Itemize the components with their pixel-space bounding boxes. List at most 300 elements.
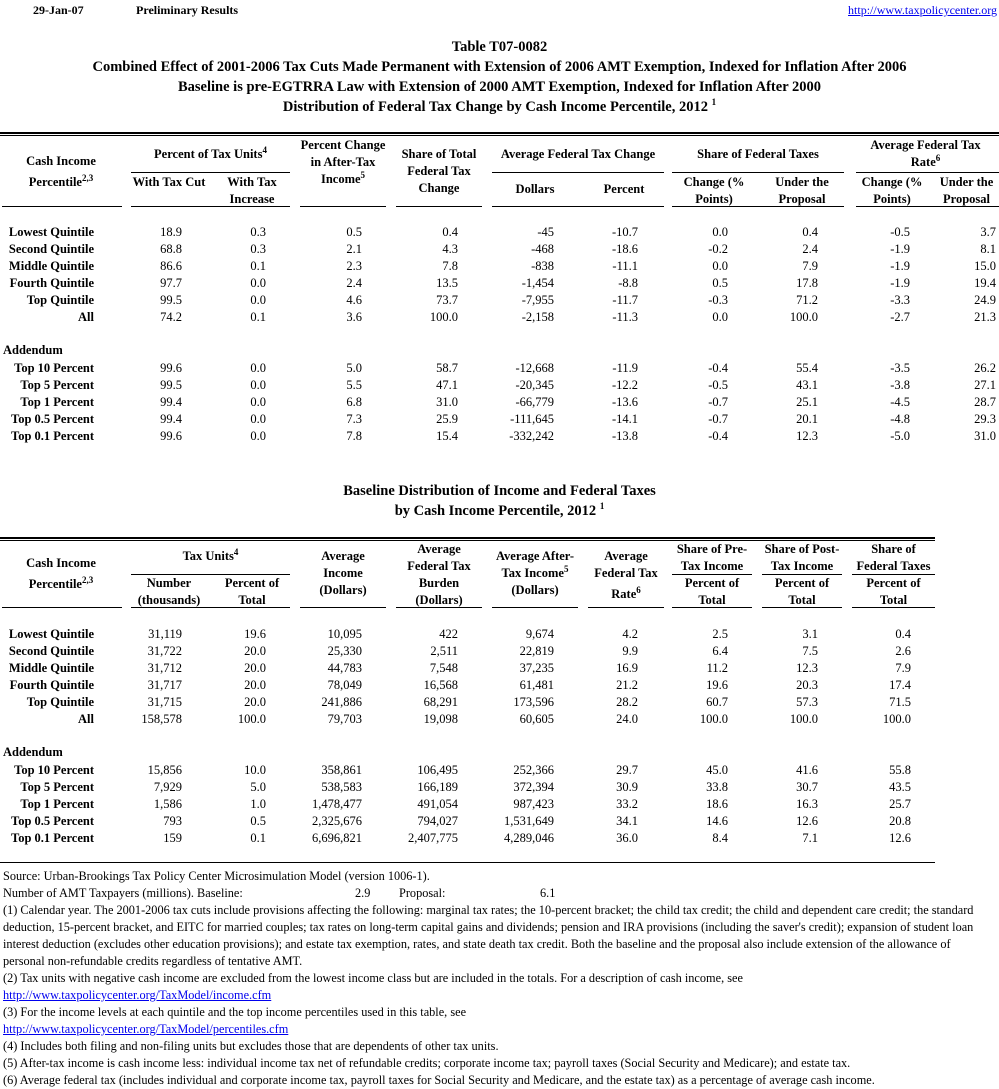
table-cell: 100.0 (699, 712, 728, 726)
table-row (0, 626, 999, 643)
table-cell: 19.6 (244, 627, 266, 641)
table-row (0, 830, 999, 847)
table-cell: 16.3 (796, 797, 818, 811)
table-cell: 31,119 (148, 627, 182, 641)
note-3: (3) For the income levels at each quintile and the top income percentiles used in this table, see (3, 1005, 467, 1019)
table-cell: -0.2 (708, 242, 728, 256)
table-row (0, 711, 999, 728)
table-cell: 3.7 (980, 225, 996, 239)
table-cell: 21.2 (616, 678, 638, 692)
table-cell: 358,861 (321, 763, 362, 777)
report-status: Preliminary Results (136, 3, 239, 17)
table-cell: 97.7 (160, 276, 182, 290)
table-cell: -0.7 (708, 412, 728, 426)
table-cell: -45 (537, 225, 554, 239)
table-cell: 45.0 (706, 763, 728, 777)
table-row (0, 813, 999, 830)
t2-header-avg-income: Average Income (Dollars) (319, 549, 367, 597)
table-cell: -10.7 (611, 225, 638, 239)
table-cell: 0.3 (250, 225, 266, 239)
row-label: Lowest Quintile (8, 627, 94, 641)
t2-header-avg-after-tax: Average After- Tax Income$^5$ (Dollars) (495, 549, 575, 597)
table-row (0, 779, 999, 796)
table-cell: 25.7 (889, 797, 911, 811)
table-cell: -332,242 (509, 429, 554, 443)
table-cell: -11.1 (612, 259, 638, 273)
table-cell: 31,717 (147, 678, 182, 692)
table-row (0, 275, 999, 292)
table-cell: 0.1 (250, 310, 266, 324)
table-title-block (0, 37, 999, 117)
table-cell: 100.0 (789, 310, 818, 324)
table-cell: 20.0 (244, 661, 266, 675)
row-label: Top 0.5 Percent (11, 412, 94, 426)
table-cell: 31,712 (147, 661, 182, 675)
table-cell: 100.0 (429, 310, 458, 324)
table-row (0, 360, 999, 377)
table-cell: 173,596 (513, 695, 554, 709)
table-cell: -11.9 (612, 361, 638, 375)
table-cell: -12,668 (515, 361, 554, 375)
table-cell: 241,886 (321, 695, 362, 709)
table-cell: 25.1 (796, 395, 818, 409)
footer-notes (3, 868, 993, 1089)
amt-taxpayers: Number of AMT Taxpayers (millions). Baseline: 2.9 Proposal: 6.1 (3, 886, 556, 900)
addendum-label: Addendum (3, 343, 63, 357)
table-cell: 78,049 (327, 678, 362, 692)
table-cell: 20.1 (796, 412, 818, 426)
table-cell: 16.9 (616, 661, 638, 675)
table-row (0, 377, 999, 394)
table-cell: 19,098 (423, 712, 458, 726)
table-cell: -0.4 (708, 361, 728, 375)
table-row (0, 241, 999, 258)
table-row (0, 258, 999, 275)
table-cell: 106,495 (417, 763, 458, 777)
table-cell: 7,548 (429, 661, 458, 675)
table-cell: -0.5 (890, 225, 910, 239)
table-cell: 33.8 (706, 780, 728, 794)
table-cell: 0.0 (250, 412, 266, 426)
table-cell: 538,583 (321, 780, 362, 794)
table-cell: 68.8 (160, 242, 182, 256)
header-rate-change-pct-points: Change (% Points) (861, 175, 923, 206)
row-label: Top 5 Percent (20, 378, 94, 392)
table-cell: -468 (531, 242, 554, 256)
table-cell: 55.4 (796, 361, 818, 375)
table-cell: 794,027 (417, 814, 458, 828)
table-row (0, 643, 999, 660)
table-cell: 5.0 (250, 780, 266, 794)
footer-rule (0, 862, 935, 863)
header-avg-fed-tax-change: Average Federal Tax Change (500, 147, 656, 161)
header-dollars: Dollars (515, 182, 555, 196)
baseline-title: Baseline Distribution of Income and Federal Taxes (343, 483, 656, 499)
note-4: (4) Includes both filing and non-filing units but excludes those that are dependents of other tax units. (3, 1039, 499, 1053)
table-row (0, 428, 999, 445)
table-cell: -2,158 (521, 310, 554, 324)
table-cell: 16,568 (423, 678, 458, 692)
table-cell: 0.4 (895, 627, 911, 641)
table-cell: 25,330 (327, 644, 362, 658)
table-cell: 252,366 (513, 763, 554, 777)
header-share-change-pct-points: Change (% Points) (683, 175, 745, 206)
table-cell: 61,481 (519, 678, 554, 692)
table-cell: -3.8 (890, 378, 910, 392)
table-cell: 99.5 (160, 378, 182, 392)
table-cell: 9,674 (525, 627, 554, 641)
table-cell: 58.7 (436, 361, 458, 375)
table-cell: 26.2 (974, 361, 996, 375)
table-title: Combined Effect of 2001-2006 Tax Cuts Made Permanent with Extension of 2006 AMT Exemption, Indexed for Inflation After 2006 (92, 59, 907, 75)
table-cell: 7.5 (802, 644, 818, 658)
table-cell: 10,095 (327, 627, 362, 641)
table-cell: 9.9 (622, 644, 638, 658)
table-row (0, 411, 999, 428)
note-5: (5) After-tax income is cash income less: individual income tax net of refundable credits; corporate income tax; payroll taxes (Social Security and Medicare); and estate tax. (3, 1056, 851, 1070)
table-cell: 17.8 (796, 276, 818, 290)
table-cell: -2.7 (890, 310, 910, 324)
header-rate-under-proposal: Under the Proposal (939, 175, 994, 206)
table-cell: 3.6 (346, 310, 362, 324)
table-cell: 2.6 (895, 644, 911, 658)
table-row (0, 292, 999, 309)
table-cell: 2,511 (430, 644, 458, 658)
table-cell: -3.5 (890, 361, 910, 375)
row-label: Lowest Quintile (8, 225, 94, 239)
table-cell: 100.0 (789, 712, 818, 726)
table-cell: 31,722 (147, 644, 182, 658)
table-cell: -838 (531, 259, 554, 273)
row-label: Middle Quintile (8, 661, 94, 675)
table-cell: -13.6 (611, 395, 638, 409)
t2-header-pct-total-c: Percent of Total (866, 576, 921, 607)
table-cell: 3.1 (802, 627, 818, 641)
table-cell: 159 (163, 831, 182, 845)
table-cell: -111,645 (510, 412, 554, 426)
table-cell: 41.6 (796, 763, 818, 777)
table-cell: 1.0 (250, 797, 266, 811)
table-cell: 1,478,477 (312, 797, 362, 811)
table-cell: -1,454 (521, 276, 554, 290)
table-cell: 37,235 (519, 661, 554, 675)
row-label: Top 0.1 Percent (11, 429, 94, 443)
table-cell: 2.4 (802, 242, 818, 256)
table-cell: 1,586 (153, 797, 182, 811)
table-cell: 43.5 (889, 780, 911, 794)
header-percent: Percent (603, 182, 645, 196)
table-cell: 166,189 (417, 780, 458, 794)
t2-header-percent-of-total: Percent of Total (224, 576, 280, 607)
table-cell: 27.1 (974, 378, 996, 392)
table-cell: 7.3 (346, 412, 362, 426)
table-cell: 0.4 (802, 225, 818, 239)
table-cell: 2.3 (346, 259, 362, 273)
percentiles-link[interactable]: http://www.taxpolicycenter.org/TaxModel/percentiles.cfm (3, 1022, 289, 1036)
table-cell: 4.6 (346, 293, 362, 307)
table-cell: -8.8 (618, 276, 638, 290)
table-cell: 24.9 (974, 293, 996, 307)
table-cell: 99.6 (160, 361, 182, 375)
table-cell: 6.8 (346, 395, 362, 409)
table-cell: -0.4 (708, 429, 728, 443)
table-cell: 491,054 (417, 797, 458, 811)
table-cell: 20.3 (796, 678, 818, 692)
row-label: Top 10 Percent (14, 361, 94, 375)
table-cell: 158,578 (141, 712, 182, 726)
table-cell: 47.1 (436, 378, 458, 392)
row-label: All (78, 310, 94, 324)
table-cell: 793 (163, 814, 182, 828)
table-cell: 20.0 (244, 644, 266, 658)
table-cell: 0.5 (250, 814, 266, 828)
table-cell: 25.9 (436, 412, 458, 426)
table-cell: 2.4 (346, 276, 362, 290)
table-cell: 987,423 (513, 797, 554, 811)
table-cell: 0.0 (250, 293, 266, 307)
table-cell: -4.8 (890, 412, 910, 426)
table-cell: 28.7 (974, 395, 996, 409)
table-cell: 57.3 (796, 695, 818, 709)
note-6: (6) Average federal tax (includes individual and corporate income tax, payroll taxes for Social Security and Medicare, and the estate tax) as a percentage of average cash income. (3, 1073, 875, 1087)
table-top-rule (0, 132, 999, 136)
table-cell: -0.7 (708, 395, 728, 409)
table-cell: 7,929 (153, 780, 182, 794)
source-note: Source: Urban-Brookings Tax Policy Center Microsimulation Model (version 1006-1). (3, 869, 430, 883)
table-cell: 15.0 (974, 259, 996, 273)
row-label: Top 0.5 Percent (11, 814, 94, 828)
table-cell: 99.4 (160, 412, 182, 426)
t2-header-pct-total-b: Percent of Total (774, 576, 830, 607)
table-cell: 0.5 (712, 276, 728, 290)
row-label: Fourth Quintile (9, 276, 94, 290)
header-cash-income-percentile: Cash Income Percentile$^{2,3}$ (26, 154, 96, 189)
table-cell: 2.1 (346, 242, 362, 256)
table-cell: 68,291 (423, 695, 458, 709)
table-cell: -12.2 (611, 378, 638, 392)
header-share-fed-taxes: Share of Federal Taxes (697, 147, 819, 161)
row-label: Second Quintile (8, 644, 94, 658)
table-cell: 0.3 (250, 242, 266, 256)
row-label: Top 10 Percent (14, 763, 94, 777)
table-cell: -0.5 (708, 378, 728, 392)
table-cell: -0.3 (708, 293, 728, 307)
table-number: Table T07-0082 (451, 39, 548, 55)
header-pct-change-after-tax: Percent Change in After-Tax Income$^5$ (300, 138, 386, 186)
table-cell: 0.0 (250, 378, 266, 392)
table-cell: 0.0 (712, 310, 728, 324)
top-bar (0, 3, 999, 19)
table-cell: 20.8 (889, 814, 911, 828)
table-cell: 4.2 (622, 627, 638, 641)
table-cell: -11.7 (612, 293, 638, 307)
header-with-tax-increase: With Tax Increase (227, 175, 277, 206)
t2-header-avg-rate: Average Federal Tax Rate$^6$ (594, 549, 658, 601)
table-cell: 1,531,649 (504, 814, 554, 828)
t2-header-share-fed: Share of Federal Taxes (856, 542, 931, 573)
table-cell: 60,605 (519, 712, 554, 726)
table-cell: -11.3 (612, 310, 638, 324)
t2-header-cash-income-percentile: Cash Income Percentile$^{2,3}$ (26, 556, 96, 591)
table-cell: 12.3 (796, 661, 818, 675)
table-row (0, 224, 999, 241)
table-cell: 2,325,676 (312, 814, 362, 828)
table-row (0, 796, 999, 813)
note-2: (2) Tax units with negative cash income are excluded from the lowest income class but are included in the totals. For a description of cash income, see (3, 971, 743, 985)
table-cell: 24.0 (616, 712, 638, 726)
table-cell: 19.4 (974, 276, 996, 290)
row-label: Top 0.1 Percent (11, 831, 94, 845)
table-cell: 29.3 (974, 412, 996, 426)
table-cell: 0.0 (250, 361, 266, 375)
table-cell: 43.1 (796, 378, 818, 392)
table-cell: 12.6 (889, 831, 911, 845)
table-cell: 0.5 (346, 225, 362, 239)
table-cell: 31.0 (974, 429, 996, 443)
t2-header-tax-units: Tax Units$^4$ (182, 546, 239, 563)
table-cell: 73.7 (436, 293, 458, 307)
table-cell: 34.1 (616, 814, 638, 828)
table-cell: 33.2 (616, 797, 638, 811)
t2-header-share-posttax: Share of Post-Tax Income (764, 542, 840, 573)
tpc-link[interactable]: http://www.taxpolicycenter.org (848, 3, 997, 17)
header-with-tax-cut: With Tax Cut (132, 175, 206, 189)
table-cell: 0.4 (442, 225, 458, 239)
table-row (0, 762, 999, 779)
table-cell: 31.0 (436, 395, 458, 409)
table-cell: 2.5 (712, 627, 728, 641)
table-cell: -1.9 (890, 276, 910, 290)
table-cell: 6.4 (712, 644, 728, 658)
table-cell: 20.0 (244, 695, 266, 709)
baseline-subtitle: by Cash Income Percentile, 2012 $^1$ (394, 501, 605, 519)
baseline-title-block (0, 481, 999, 521)
table-cell: 71.5 (889, 695, 911, 709)
table-cell: 13.5 (436, 276, 458, 290)
table-cell: 5.5 (346, 378, 362, 392)
table-cell: 7.9 (802, 259, 818, 273)
table-cell: 30.9 (616, 780, 638, 794)
table-cell: -1.9 (890, 242, 910, 256)
row-label: Top 1 Percent (20, 797, 94, 811)
table-cell: 60.7 (706, 695, 728, 709)
table-cell: 422 (439, 627, 458, 641)
table-cell: 7.9 (895, 661, 911, 675)
header-share-total-change: Share of Total Federal Tax Change (401, 147, 477, 195)
table-cell: 44,783 (327, 661, 362, 675)
table-cell: 15,856 (147, 763, 182, 777)
table-cell: 0.1 (250, 259, 266, 273)
table-cell: -14.1 (611, 412, 638, 426)
table-cell: 29.7 (616, 763, 638, 777)
table-cell: 0.1 (250, 831, 266, 845)
table-cell: 19.6 (706, 678, 728, 692)
table-cell: 31,715 (147, 695, 182, 709)
table-cell: 22,819 (519, 644, 554, 658)
table-cell: 11.2 (706, 661, 728, 675)
table-cell: 7.1 (802, 831, 818, 845)
table-cell: 99.6 (160, 429, 182, 443)
table-baseline: Baseline is pre-EGTRRA Law with Extension of 2000 AMT Exemption, Indexed for Inflation After 2000 (177, 79, 821, 95)
table-cell: -7,955 (521, 293, 554, 307)
table-cell: 71.2 (796, 293, 818, 307)
t2-header-pct-total-a: Percent of Total (684, 576, 740, 607)
table-cell: 4.3 (442, 242, 458, 256)
row-label: All (78, 712, 94, 726)
t2-addendum-label: Addendum (3, 745, 63, 759)
table-cell: 86.6 (160, 259, 182, 273)
table-cell: 21.3 (974, 310, 996, 324)
row-label: Middle Quintile (8, 259, 94, 273)
table-cell: 18.9 (160, 225, 182, 239)
table-cell: 99.5 (160, 293, 182, 307)
table-cell: 14.6 (706, 814, 728, 828)
table-cell: 0.0 (712, 259, 728, 273)
table-cell: 12.3 (796, 429, 818, 443)
table-cell: -5.0 (890, 429, 910, 443)
table-cell: -66,779 (515, 395, 554, 409)
table-cell: 0.0 (250, 429, 266, 443)
table-cell: 15.4 (436, 429, 458, 443)
table-cell: 372,394 (513, 780, 554, 794)
t2-header-avg-burden: Average Federal Tax Burden (Dollars) (407, 542, 471, 607)
table-cell: 74.2 (160, 310, 182, 324)
row-label: Fourth Quintile (9, 678, 94, 692)
table-cell: -3.3 (890, 293, 910, 307)
table-cell: 28.2 (616, 695, 638, 709)
table-cell: -18.6 (611, 242, 638, 256)
table-row (0, 394, 999, 411)
report-date: 29-Jan-07 (33, 3, 84, 17)
table-row (0, 677, 999, 694)
table-cell: 7.8 (346, 429, 362, 443)
row-label: Second Quintile (8, 242, 94, 256)
table-row (0, 309, 999, 326)
header-share-under-proposal: Under the Proposal (775, 175, 829, 206)
table-cell: 18.6 (706, 797, 728, 811)
table-cell: -1.9 (890, 259, 910, 273)
table-cell: 10.0 (244, 763, 266, 777)
table-cell: 79,703 (327, 712, 362, 726)
table-row (0, 694, 999, 711)
row-label: Top Quintile (26, 695, 94, 709)
table-cell: 7.8 (442, 259, 458, 273)
t2-header-share-pretax: Share of Pre-Tax Income (676, 542, 748, 573)
table-cell: 17.4 (889, 678, 911, 692)
table-cell: 2,407,775 (408, 831, 458, 845)
row-label: Top Quintile (26, 293, 94, 307)
table-cell: 55.8 (889, 763, 911, 777)
table-cell: 5.0 (346, 361, 362, 375)
table-cell: 20.0 (244, 678, 266, 692)
t2-header-number: Number (thousands) (137, 576, 201, 607)
table-subtitle: Distribution of Federal Tax Change by Cash Income Percentile, 2012 $^1$ (282, 97, 717, 115)
note-1: (1) Calendar year. The 2001-2006 tax cuts include provisions affecting the following: marginal tax rates; the 10-percent bracket; the child tax credit; the child and dependent care credit; the standard deduction, 15-percent bracket, and EITC for married couples; tax rates on long-term capital gains and dividends; pension and IRA provisions (including the saver's credit); expansion of student loan interest deduction (excludes other education provisions); and estate tax exemption, rates, and state death tax credit. Both the baseline and the proposal also include extension of the allowance of personal non-refundable credits regardless of tentative AMT. (3, 903, 974, 968)
table-cell: 100.0 (882, 712, 911, 726)
row-label: Top 1 Percent (20, 395, 94, 409)
table-cell: 0.0 (250, 395, 266, 409)
header-percent-tax-units: Percent of Tax Units$^4$ (154, 144, 267, 161)
table-cell: 8.4 (712, 831, 728, 845)
table-cell: 30.7 (796, 780, 818, 794)
table-cell: 36.0 (616, 831, 638, 845)
table-cell: 4,289,046 (504, 831, 554, 845)
table-cell: 100.0 (237, 712, 266, 726)
table-cell: -20,345 (515, 378, 554, 392)
table-cell: -13.8 (611, 429, 638, 443)
income-link[interactable]: http://www.taxpolicycenter.org/TaxModel/income.cfm (3, 988, 272, 1002)
header-avg-fed-tax-rate: Average Federal Tax Rate$^6$ (870, 138, 981, 169)
